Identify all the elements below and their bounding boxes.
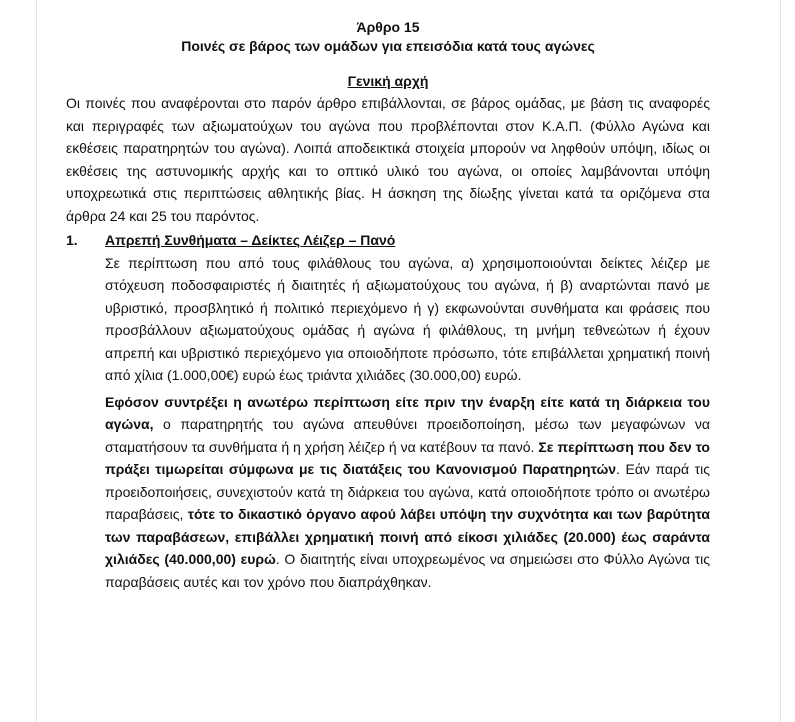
text-run-1: ο παρατηρητής του αγώνα απευθύνει προειδοποίηση, μέσω των μεγαφώνων να σταματήσουν τα συνθήματα ή η χρήση λέιζερ ή να κατέβουν τα πανό.: [105, 416, 710, 455]
item-paragraph-2: [105, 391, 710, 594]
article-subtitle: Ποινές σε βάρος των ομάδων για επεισόδια κατά τους αγώνες: [181, 38, 595, 54]
item-number: 1.: [66, 232, 78, 248]
article-number-title: Άρθρο 15: [356, 19, 420, 35]
general-principle-heading: Γενική αρχή: [347, 73, 429, 89]
text-run-3: . Ο διαιτητής είναι υποχρεωμένος να σημειώσει στο Φύλλο Αγώνα τις παραβάσεις αυτές και τον χρόνο που διαπράχθηκαν.: [105, 551, 710, 590]
item-body: [105, 229, 710, 593]
page-left-edge: [36, 0, 37, 722]
item-heading: Απρεπή Συνθήματα – Δείκτες Λέιζερ – Πανό: [105, 232, 396, 248]
item-paragraph-1: Σε περίπτωση που από τους φιλάθλους του αγώνα, α) χρησιμοποιούνται δείκτες λέιζερ με στόχευση ποδοσφαιριστές ή διαιτητές ή αξιωματούχους του αγώνα, ή β) αναρτώνται πανό με υβριστικό, προσβλητικό ή πολιτικό περιεχόμενο ή γ) εκφωνούνται συνθήματα και φράσεις που προσβάλλουν αξιωματούχους ομάδας ή αγώνα ή φιλάθλους, τη μνήμη τεθνεώτων ή έχουν απρεπή και υβριστικό περιεχόμενο για οποιοδήποτε πρόσωπο, τότε επιβάλλεται χρηματική ποινή από χίλια (1.000,00€) ευρώ έως τριάντα χιλιάδες (30.000,00) ευρώ.: [105, 254, 710, 383]
page-right-edge: [780, 0, 781, 722]
bold-phrase-1: Εφόσον συντρέξει η ανωτέρω περίπτωση είτε πριν την έναρξη είτε κατά τη διάρκεια του αγώνα,: [105, 393, 710, 432]
general-principle-paragraph: Οι ποινές που αναφέρονται στο παρόν άρθρο επιβάλλονται, σε βάρος ομάδας, με βάση τις αναφορές και περιγραφές των αξιωματούχων του αγώνα που προβλέπονται στον Κ.Α.Π. (Φύλλο Αγώνα και εκθέσεις παρατηρητών του αγώνα). Λοιπά αποδεικτικά στοιχεία μπορούν να ληφθούν υπόψη, ιδίως οι εκθέσεις της αστυνομικής αρχής και το οπτικό υλικό του αγώνα, οι οποίες λαμβάνονται υπόψη υποχρεωτικά στις περιπτώσεις αθλητικής βίας. Η άσκηση της δίωξης γίνεται κατά τα οριζόμενα στα άρθρα 24 και 25 του παρόντος.: [66, 95, 710, 224]
document-page: [66, 18, 710, 593]
bold-phrase-3: τότε το δικαστικό όργανο αφού λάβει υπόψη την συχνότητα και των βαρύτητα των παραβάσεων, επιβάλλει χρηματική ποινή από είκοσι χιλιάδες (20.000) έως σαράντα χιλιάδες (40.000,00) ευρώ: [105, 506, 710, 567]
bold-phrase-2: Σε περίπτωση που δεν το πράξει τιμωρείται σύμφωνα με τις διατάξεις του Κανονισμού Παρατηρητών: [105, 438, 710, 477]
numbered-item-1: [66, 229, 710, 593]
text-run-2: . Εάν παρά τις προειδοποιήσεις, συνεχιστούν κατά τη διάρκεια του αγώνα, κατά οποιοδήποτε τρόπο οι ανωτέρω παραβάσεις,: [105, 461, 710, 522]
